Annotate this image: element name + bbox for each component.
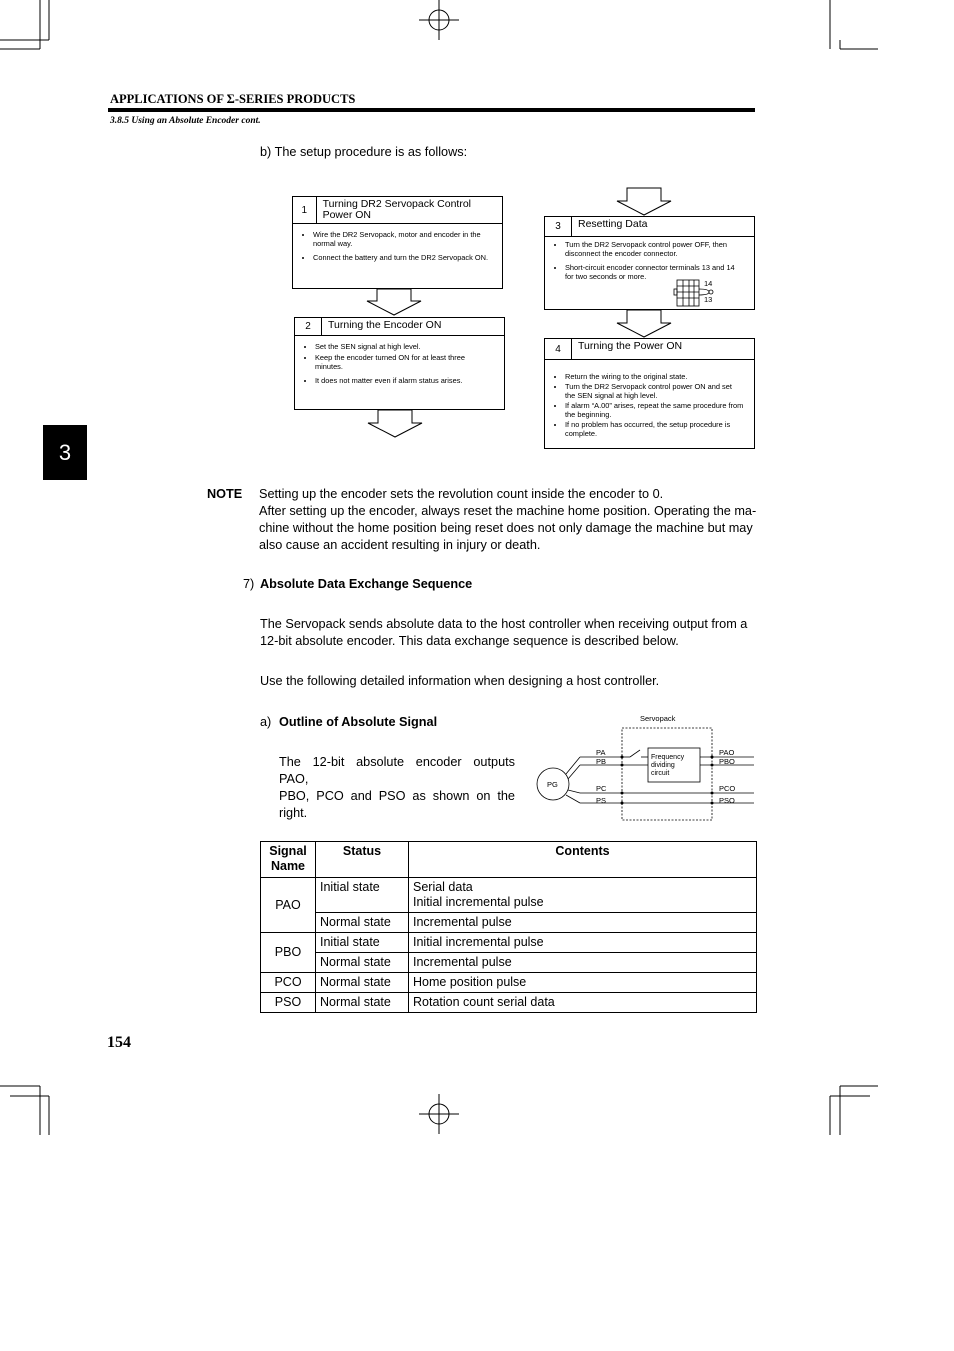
note-line: also cause an accident resulting in injury or death. (259, 538, 541, 552)
connector-icon (673, 277, 721, 309)
circuit-label: circuit (651, 770, 670, 777)
contents-cell: Serial data Initial incremental pulse (409, 878, 757, 913)
input-label: PC (596, 784, 607, 793)
input-label: PS (596, 796, 607, 805)
table-row (261, 953, 757, 973)
status-cell: Normal state (316, 973, 409, 993)
column-header: Contents (409, 842, 757, 878)
outline-line: right. (279, 806, 308, 820)
terminal-label-14: 14 (704, 279, 713, 288)
terminal-label-13: 13 (704, 295, 713, 304)
input-label: PB (596, 757, 607, 766)
circuit-label: Frequency (651, 754, 685, 761)
step-bullet: • If no problem has occurred, the setup procedure is complete. (565, 420, 744, 438)
step-bullet: • Wire the DR2 Servopack, motor and encoder in the normal way. (313, 230, 492, 248)
arrow-into-step3 (617, 188, 671, 215)
note-line: After setting up the encoder, always reset the machine home position. Operating the ma- (259, 504, 757, 518)
signal-cell: PBO (261, 933, 316, 973)
step-number: 1 (293, 197, 317, 223)
contents-cell: Incremental pulse (409, 913, 757, 933)
step-bullet: • Connect the battery and turn the DR2 Servopack ON. (313, 253, 492, 262)
outline-label: a) (260, 715, 272, 729)
outline-line: PBO, PCO and PSO as shown on the (279, 789, 515, 803)
running-header: APPLICATIONS OF Σ-SERIES PRODUCTS (110, 92, 356, 106)
contents-cell: Initial incremental pulse (409, 933, 757, 953)
table-row (261, 878, 757, 913)
step-bullet: • Return the wiring to the original state. (565, 372, 744, 381)
section-title: Absolute Data Exchange Sequence (260, 577, 473, 591)
status-cell: Normal state (316, 913, 409, 933)
outline-title: Outline of Absolute Signal (279, 715, 438, 729)
section-paragraph-2: Use the following detailed information when designing a host controller. (260, 674, 660, 688)
contents-cell: Incremental pulse (409, 953, 757, 973)
table-header-row (261, 842, 757, 878)
table-row (261, 993, 757, 1013)
status-cell: Normal state (316, 953, 409, 973)
note-line: Setting up the encoder sets the revolution count inside the encoder to 0. (259, 487, 664, 501)
table-row (261, 933, 757, 953)
circuit-label: dividing (651, 762, 675, 769)
note-label: NOTE (207, 487, 243, 501)
step-bullet: • Keep the encoder turned ON for at least three minutes. (315, 353, 494, 371)
paragraph-line: The Servopack sends absolute data to the host controller when receiving output from a (260, 617, 748, 631)
setup-intro: b) The setup procedure is as follows: (260, 145, 468, 159)
output-label: PAO (719, 748, 735, 757)
table-row (261, 913, 757, 933)
table-row (261, 973, 757, 993)
note-line: chine without the home position being reset does not only damage the machine but may (259, 521, 753, 535)
column-header: Status (316, 842, 409, 878)
status-cell: Initial state (316, 878, 409, 913)
arrow-out-of-step2 (368, 410, 422, 437)
step-title: Turning the Power ON (578, 340, 683, 352)
section-number: 7) (243, 577, 255, 591)
step-2-box (294, 317, 505, 410)
arrow-step1-to-2 (367, 289, 421, 315)
status-cell: Normal state (316, 993, 409, 1013)
step-number: 3 (545, 217, 572, 236)
servopack-label: Servopack (640, 714, 676, 723)
step-bullet: • If alarm “A.00” arises, repeat the same procedure from the beginning. (565, 401, 744, 419)
signal-table (260, 841, 757, 1013)
step-bullet: • It does not matter even if alarm status arises. (315, 376, 494, 385)
step-title: Turning the Encoder ON (328, 319, 442, 331)
signal-cell: PAO (261, 878, 316, 933)
step-title: Turning DR2 Servopack Control Power ON (322, 198, 472, 221)
paragraph-line: 12-bit absolute encoder. This data exchange sequence is described below. (260, 634, 679, 648)
note-text (259, 486, 759, 554)
step-number: 2 (295, 318, 322, 335)
outline-line: The 12-bit absolute encoder outputs PAO, (279, 755, 515, 786)
step-bullet: • Set the SEN signal at high level. (315, 342, 494, 351)
page-number: 154 (107, 1034, 131, 1051)
signal-diagram (530, 710, 760, 828)
step-bullet: • Turn the DR2 Servopack control power ON and set the SEN signal at high level. (565, 382, 744, 400)
contents-cell: Rotation count serial data (409, 993, 757, 1013)
output-label: PBO (719, 757, 735, 766)
input-label: PA (596, 748, 606, 757)
step-title: Resetting Data (578, 218, 648, 230)
step-1-box (292, 196, 503, 289)
step-3-box (544, 216, 755, 310)
encoder-label: PG (547, 780, 558, 789)
arrow-step3-to-4 (617, 310, 671, 337)
outline-text (279, 754, 515, 822)
step-number: 4 (545, 339, 572, 359)
output-label: PSO (719, 796, 735, 805)
output-label: PCO (719, 784, 736, 793)
chapter-tab: 3 (43, 425, 87, 480)
signal-cell: PSO (261, 993, 316, 1013)
contents-cell: Home position pulse (409, 973, 757, 993)
status-cell: Initial state (316, 933, 409, 953)
step-bullet: • Short-circuit encoder connector terminals 13 and 14 for two seconds or more. (565, 263, 744, 281)
subsection-title: 3.8.5 Using an Absolute Encoder cont. (110, 116, 261, 126)
step-bullet: • Turn the DR2 Servopack control power OFF, then disconnect the encoder connector. (565, 240, 744, 258)
signal-cell: PCO (261, 973, 316, 993)
step-4-box (544, 338, 755, 449)
section-paragraph (260, 616, 760, 650)
column-header: Signal Name (261, 842, 316, 878)
